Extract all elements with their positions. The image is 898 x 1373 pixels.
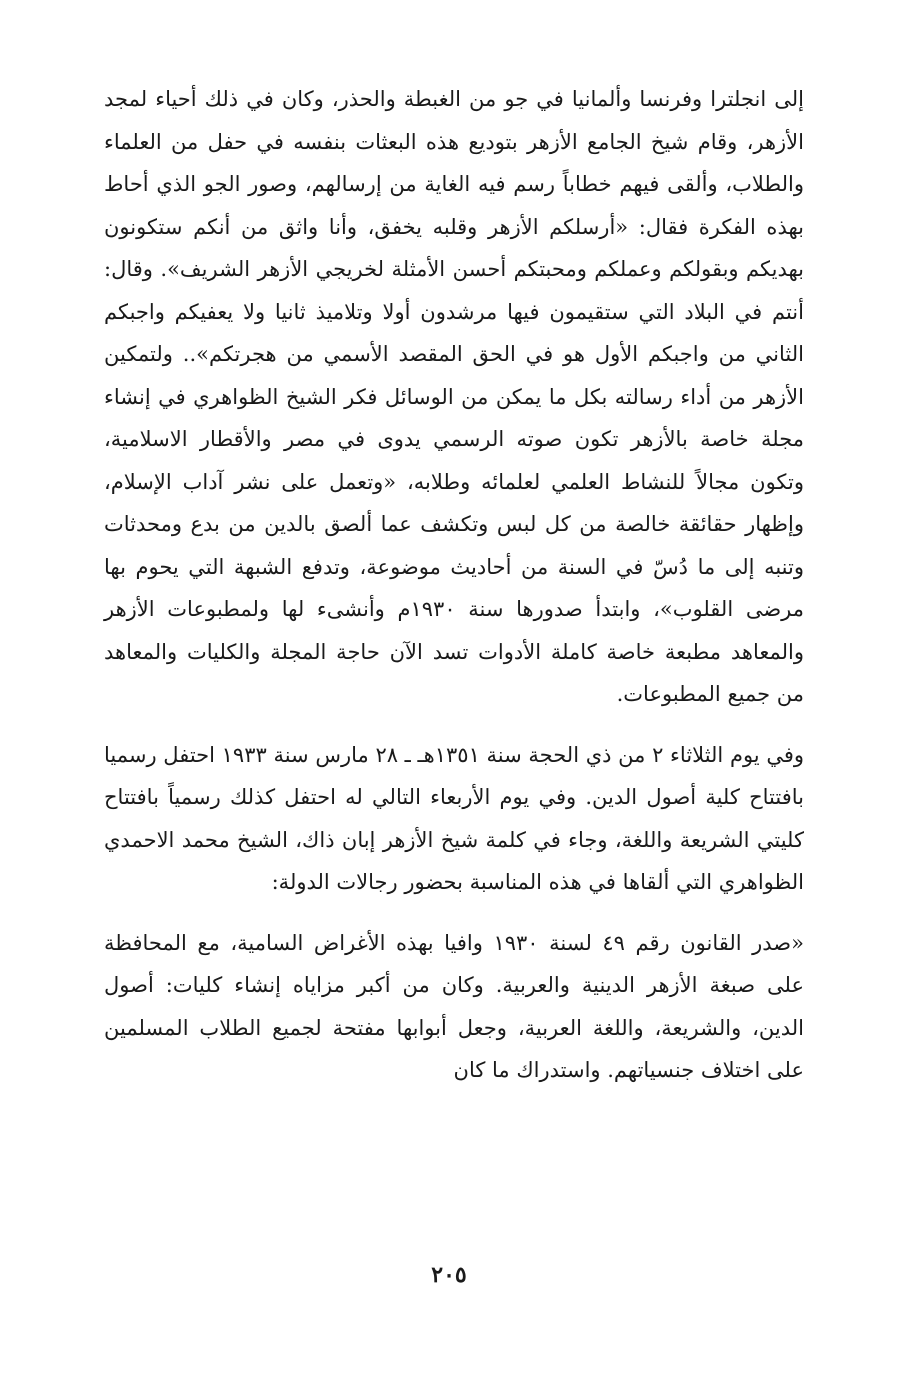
- paragraph-azhar-missions-and-magazine: إلى انجلترا وفرنسا وألمانيا في جو من الغبطة والحذر، وكان في ذلك أحياء لمجد الأزهر، وقام شيخ الجامع الأزهر بتوديع هذه البعثات بنفسه في حفل من العلماء والطلاب، وألقى فيهم خطاباً رسم فيه الغاية من إرسالهم، وصور الجو الذي أحاط بهذه الفكرة فقال: «أرسلكم الأزهر وقلبه يخفق، وأنا واثق من أنكم ستكونون بهديكم وبقولكم وعملكم ومحبتكم أحسن الأمثلة لخريجي الأزهر الشريف». وقال: أنتم في البلاد التي ستقيمون فيها مرشدون أولا وتلاميذ ثانيا ولا يعفيكم واجبكم الثاني من واجبكم الأول هو في الحق المقصد الأسمي من هجرتكم».. ولتمكين الأزهر من أداء رسالته بكل ما يمكن من الوسائل فكر الشيخ الظواهري في إنشاء مجلة خاصة بالأزهر تكون صوته الرسمي يدوى في مصر والأقطار الاسلامية، وتكون مجالاً للنشاط العلمي لعلمائه وطلابه، «وتعمل على نشر آداب الإسلام، وإظهار حقائقة خالصة من كل لبس وتكشف عما ألصق بالدين من بدع ومحدثات وتنبه إلى ما دُسّ في السنة من أحاديث موضوعة، وتدفع الشبهة التي يحوم بها مرضى القلوب»، وابتدأ صدورها سنة ١٩٣٠م وأنشىء لها ولمطبوعات الأزهر والمعاهد مطبعة خاصة كاملة الأدوات تسد الآن حاجة المجلة والكليات والمعاهد من جميع المطبوعات.: [104, 87, 805, 706]
- page-number: ٢٠٥: [431, 1262, 467, 1288]
- body-text: [104, 78, 804, 1092]
- paragraph-law-quote: «صدر القانون رقم ٤٩ لسنة ١٩٣٠ وافيا بهذه الأغراض السامية، مع المحافظة على صبغة الأزهر الدينية والعربية. وكان من أكبر مزاياه إنشاء كليات: أصول الدين، والشريعة، واللغة العربية، وجعل أبوابها مفتحة لجميع الطلاب المسلمين على اختلاف جنسياتهم. واستدراك ما كان: [104, 930, 804, 1082]
- paragraph-faculties-opening: وفي يوم الثلاثاء ٢ من ذي الحجة سنة ١٣٥١هـ ـ ٢٨ مارس سنة ١٩٣٣ احتفل رسميا بافتتاح كلية أصول الدين. وفي يوم الأربعاء التالي له احتفل كذلك رسمياً بافتتاح كليتي الشريعة واللغة، وجاء في كلمة شيخ الأزهر إبان ذاك، الشيخ محمد الاحمدي الظواهري التي ألقاها في هذه المناسبة بحضور رجالات الدولة:: [104, 742, 805, 894]
